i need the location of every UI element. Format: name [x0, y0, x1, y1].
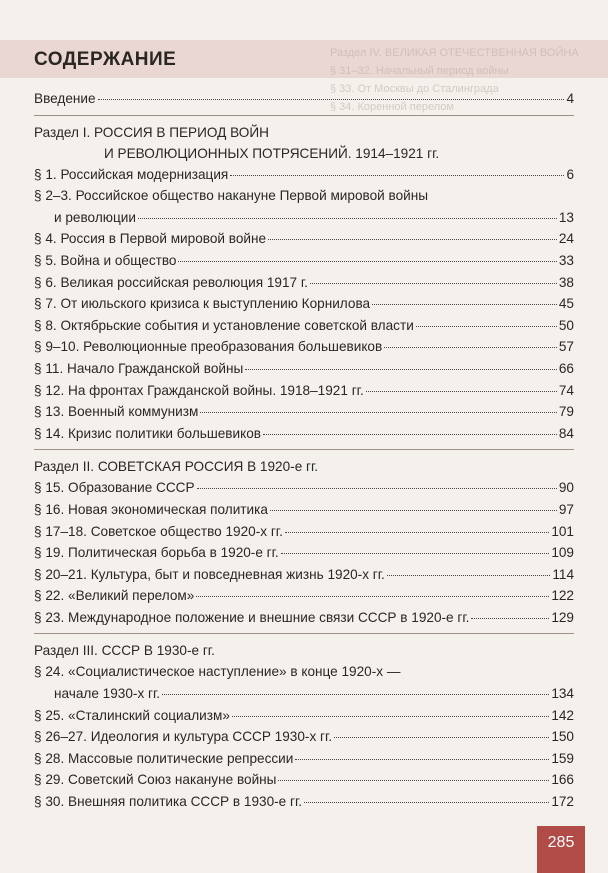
toc-entry[interactable] [34, 423, 574, 445]
dot-leader [270, 509, 557, 511]
section-title: Раздел II. СОВЕТСКАЯ РОССИЯ В 1920-е гг. [34, 459, 319, 475]
dot-leader [196, 595, 549, 597]
toc-entry-page: 90 [558, 480, 574, 496]
toc-entry-page: 101 [551, 523, 574, 539]
section-divider [34, 115, 574, 116]
dot-leader [471, 617, 549, 619]
toc-entry[interactable] [34, 315, 574, 337]
toc-entry[interactable] [34, 748, 574, 770]
toc-entry[interactable] [34, 791, 574, 813]
toc-entry-title: § 9–10. Революционные преобразования большевиков [34, 339, 383, 355]
toc-entry-page: 57 [558, 339, 574, 355]
section-title [34, 122, 574, 164]
toc-entry-title: § 13. Военный коммунизм [34, 404, 199, 420]
toc-entry-title: § 22. «Великий перелом» [34, 588, 195, 604]
dot-leader [230, 174, 564, 176]
toc-entry-title: § 23. Международное положение и внешние связи СССР в 1920-е гг. [34, 609, 470, 625]
toc-entry-title: § 24. «Социалистическое наступление» в конце 1920-х — [34, 664, 401, 680]
toc-entry-page: 142 [551, 707, 574, 723]
toc-entry-page: 38 [558, 274, 574, 290]
toc-entry-title: § 7. От июльского кризиса к выступлению Корнилова [34, 296, 371, 312]
toc-entry-title: § 29. Советский Союз накануне войны [34, 772, 277, 788]
dot-leader [366, 390, 557, 392]
dot-leader [304, 801, 549, 803]
section-title-line: И РЕВОЛЮЦИОННЫХ ПОТРЯСЕНИЙ. 1914–1921 гг. [104, 145, 440, 161]
toc-entry-page: 84 [558, 425, 574, 441]
toc-entry[interactable] [34, 607, 574, 629]
dot-leader [281, 552, 550, 554]
dot-leader [162, 693, 549, 695]
toc-entry-page: 33 [558, 252, 574, 268]
ghost-line: Раздел IV. ВЕЛИКАЯ ОТЕЧЕСТВЕННАЯ ВОЙНА [330, 47, 579, 59]
toc-entry[interactable] [34, 521, 574, 543]
toc-entry-page: 74 [558, 382, 574, 398]
toc-entry-page: 4 [566, 91, 574, 106]
dot-leader [285, 531, 549, 533]
section-divider [34, 633, 574, 634]
toc-entry-page: 6 [566, 166, 574, 182]
toc-entry-title: § 2–3. Российское общество накануне Первой мировой войны [34, 188, 429, 204]
toc-entry-page: 150 [551, 729, 574, 745]
toc-entry[interactable] [34, 542, 574, 564]
toc-entry-page: 24 [558, 231, 574, 247]
toc-entry-title: § 12. На фронтах Гражданской войны. 1918–1921 гг. [34, 382, 364, 398]
toc-entry[interactable] [34, 477, 574, 499]
dot-leader [263, 433, 557, 435]
toc-entry-title: § 25. «Сталинский социализм» [34, 707, 230, 723]
toc-entry-page: 122 [551, 588, 574, 604]
toc-entry-title-cont: и революции [54, 209, 136, 225]
toc-entry-title: § 6. Великая российская революция 1917 г. [34, 274, 308, 290]
toc-entry[interactable] [34, 272, 574, 294]
toc-entry-page: 129 [551, 609, 574, 625]
toc-entry[interactable] [34, 293, 574, 315]
toc-entry-page: 66 [558, 360, 574, 376]
dot-leader [295, 758, 549, 760]
toc-entry-title-cont: начале 1930-х гг. [54, 686, 161, 702]
dot-leader [98, 98, 565, 100]
toc-entry-page: 134 [551, 686, 574, 702]
table-of-contents [34, 88, 574, 813]
dot-leader [372, 303, 557, 305]
toc-entry[interactable] [34, 250, 574, 272]
toc-entry-title: § 30. Внешняя политика СССР в 1930-е гг. [34, 794, 303, 810]
toc-entry-title: § 1. Российская модернизация [34, 166, 229, 182]
toc-entry[interactable] [34, 358, 574, 380]
toc-entry-title: § 11. Начало Гражданской войны [34, 360, 244, 376]
toc-entry-title: § 4. Россия в Первой мировой войне [34, 231, 267, 247]
toc-entry[interactable] [34, 164, 574, 186]
dot-leader [245, 368, 557, 370]
toc-entry[interactable] [34, 336, 574, 358]
toc-entry-intro[interactable] [34, 88, 574, 110]
dot-leader [387, 574, 551, 576]
page-number: 285 [547, 834, 575, 851]
toc-entry-title: § 5. Война и общество [34, 252, 177, 268]
toc-entry[interactable] [34, 401, 574, 423]
toc-entry-title: § 20–21. Культура, быт и повседневная жизнь 1920-х гг. [34, 566, 385, 582]
dot-leader [197, 487, 557, 489]
toc-entry-page: 50 [558, 317, 574, 333]
dot-leader [178, 260, 556, 262]
toc-entry[interactable] [34, 380, 574, 402]
page-title: СОДЕРЖАНИЕ [34, 49, 177, 70]
toc-entry-title: § 8. Октябрьские события и установление советской власти [34, 317, 414, 333]
toc-entry-page: 109 [551, 545, 574, 561]
section-title: Раздел III. СССР В 1930-е гг. [34, 643, 215, 659]
toc-entry-page: 114 [552, 566, 574, 582]
dot-leader [200, 411, 557, 413]
toc-entry-page: 97 [558, 501, 574, 517]
dot-leader [416, 325, 557, 327]
toc-entry-title: Введение [34, 91, 96, 106]
toc-entry[interactable] [34, 705, 574, 727]
dot-leader [334, 736, 549, 738]
ghost-line: § 34. Коренной перелом [330, 101, 454, 113]
toc-entry-title: § 15. Образование СССР [34, 480, 195, 496]
toc-entry-title: § 28. Массовые политические репрессии [34, 750, 294, 766]
ghost-line: § 31–32. Начальный период войны [330, 65, 509, 77]
ghost-line: § 33. От Москвы до Сталинграда [330, 83, 499, 95]
toc-entry-page: 159 [551, 750, 574, 766]
toc-entry[interactable] [34, 499, 574, 521]
toc-entry[interactable] [34, 726, 574, 748]
dot-leader [384, 346, 557, 348]
toc-entry[interactable] [34, 585, 574, 607]
toc-entry-page: 45 [558, 296, 574, 312]
dot-leader [268, 238, 557, 240]
toc-entry-title: § 26–27. Идеология и культура СССР 1930-х гг. [34, 729, 333, 745]
toc-entry-title: § 16. Новая экономическая политика [34, 501, 268, 517]
toc-entry-page: 166 [551, 772, 574, 788]
dot-leader [138, 217, 557, 219]
toc-entry[interactable] [34, 661, 574, 704]
toc-entry[interactable] [34, 185, 574, 228]
section-divider [34, 449, 574, 450]
dot-leader [278, 779, 549, 781]
toc-entry-title: § 14. Кризис политики большевиков [34, 425, 261, 441]
section-title-line: Раздел I. РОССИЯ В ПЕРИОД ВОЙН [34, 124, 269, 140]
toc-entry-page: 79 [558, 404, 574, 420]
toc-entry-title: § 17–18. Советское общество 1920-х гг. [34, 523, 283, 539]
dot-leader [310, 282, 557, 284]
toc-entry[interactable] [34, 564, 574, 586]
toc-entry-page: 172 [551, 794, 574, 810]
dot-leader [232, 715, 549, 717]
toc-entry-page: 13 [558, 209, 574, 225]
toc-entry[interactable] [34, 769, 574, 791]
toc-entry-title: § 19. Политическая борьба в 1920-е гг. [34, 545, 279, 561]
toc-entry[interactable] [34, 228, 574, 250]
